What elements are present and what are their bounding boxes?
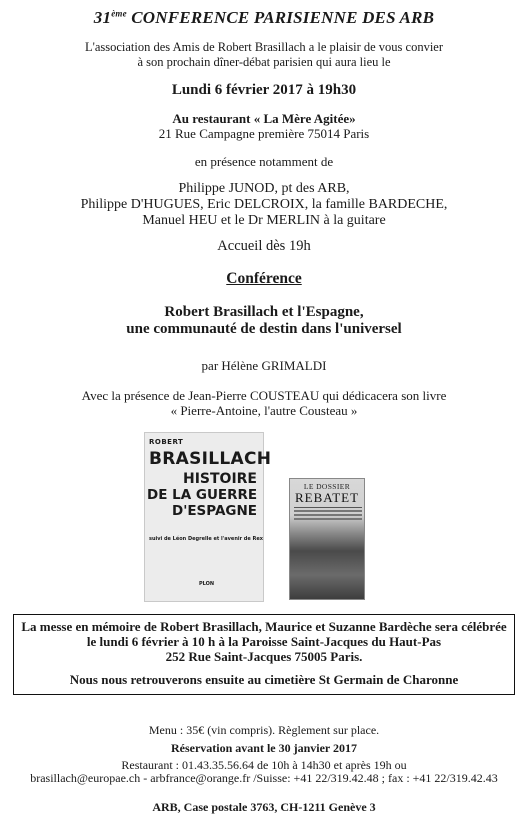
speaker-name: par Hélène GRIMALDI <box>201 358 327 373</box>
book1-subtitle: suivi de Léon Degrelle et l'avenir de Rex <box>149 536 263 542</box>
book2-title-line-1: LE DOSSIER <box>303 482 351 491</box>
book1-title-line-3: D'ESPAGNE <box>172 503 257 519</box>
welcome-time: Accueil dès 19h <box>217 238 311 254</box>
book-cover-histoire-guerre-espagne <box>144 432 272 602</box>
notice-line-3: 252 Rue Saint-Jacques 75005 Paris. <box>165 649 363 664</box>
guest-author-line-2: « Pierre-Antoine, l'autre Cousteau » <box>170 403 358 418</box>
notice-line-4: Nous nous retrouverons ensuite au cimetière St Germain de Charonne <box>69 672 459 687</box>
conference-heading: Conférence <box>226 270 302 287</box>
title-ordinal: 31 <box>93 8 112 27</box>
talk-title-line-1: Robert Brasillach et l'Espagne, <box>164 304 364 320</box>
menu-price: Menu : 35€ (vin compris). Règlement sur place. <box>148 723 380 737</box>
book2-cover-text-lines <box>294 507 362 521</box>
title-ordinal-suffix: ème <box>111 8 127 19</box>
contact-line-2: brasillach@europae.ch - arbfrance@orange.fr /Suisse: +41 22/319.42.48 ; fax : +41 22/319.42.43 <box>30 771 498 785</box>
memorial-mass-notice <box>13 614 515 695</box>
notice-line-2: le lundi 6 février à 10 h à la Paroisse Saint-Jacques du Haut-Pas <box>86 634 442 649</box>
guest-author-line-1: Avec la présence de Jean-Pierre COUSTEAU qui dédicacera son livre <box>81 388 447 403</box>
contact-line-1: Restaurant : 01.43.35.56.64 de 10h à 14h30 et après 19h ou <box>121 758 407 772</box>
event-title <box>0 8 528 28</box>
restaurant-name: Au restaurant « La Mère Agitée» <box>172 111 356 126</box>
postal-address: ARB, Case postale 3763, CH-1211 Genève 3 <box>152 800 376 814</box>
book1-author-last: BRASILLACH <box>149 449 272 469</box>
restaurant-address: 21 Rue Campagne première 75014 Paris <box>158 126 370 141</box>
notice-line-1: La messe en mémoire de Robert Brasillach, Maurice et Suzanne Bardèche sera célébrée <box>21 619 507 634</box>
book1-title-line-1: HISTOIRE <box>182 471 257 487</box>
guest-line-3: Manuel HEU et le Dr MERLIN à la guitare <box>142 213 386 228</box>
book2-title-line-2: REBATET <box>294 490 360 505</box>
book-cover-dossier-rebatet <box>289 478 365 600</box>
presence-intro: en présence notamment de <box>194 154 334 169</box>
book1-author-first: ROBERT <box>149 438 184 446</box>
title-text: CONFERENCE PARISIENNE DES ARB <box>126 8 435 27</box>
book1-title-line-2: DE LA GUERRE <box>147 487 258 503</box>
event-date: Lundi 6 février 2017 à 19h30 <box>171 82 357 98</box>
intro-line-2: à son prochain dîner-débat parisien qui aura lieu le <box>137 55 391 69</box>
intro-line-1: L'association des Amis de Robert Brasillach a le plaisir de vous convier <box>84 40 444 54</box>
book1-publisher: PLON <box>199 581 215 587</box>
reservation-deadline: Réservation avant le 30 janvier 2017 <box>170 741 358 755</box>
talk-title-line-2: une communauté de destin dans l'universel <box>126 321 402 337</box>
guest-line-1: Philippe JUNOD, pt des ARB, <box>178 181 350 196</box>
guest-line-2: Philippe D'HUGUES, Eric DELCROIX, la famille BARDECHE, <box>80 197 448 212</box>
